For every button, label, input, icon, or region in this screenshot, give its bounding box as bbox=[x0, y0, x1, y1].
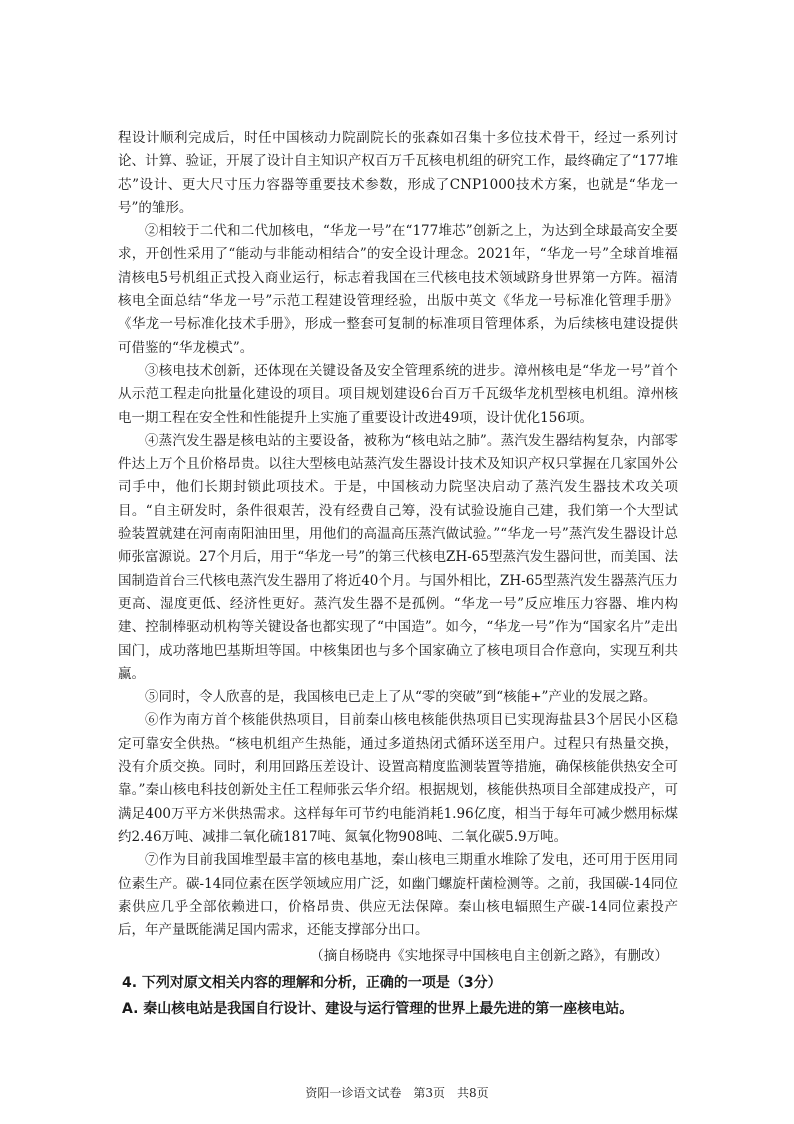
option-a: A. 秦山核电站是我国自行设计、建设与运行管理的世界上最先进的第一座核电站。 bbox=[122, 1001, 634, 1018]
article-source: （摘自杨晓冉《实地探寻中国核电自主创新之路》，有删改） bbox=[310, 948, 668, 965]
paragraph-5: ⑤同时，令人欣喜的是，我国核电已走上了从“零的突破”到“核能+”产业的发展之路。 bbox=[145, 689, 657, 706]
document-body bbox=[118, 127, 678, 1022]
paragraph-2: ②相较于二代和二代加核电，“华龙一号”在“177堆芯”创新之上，为达到全球最高安全要求，开创性采用了“能动与非能动相结合”的安全设计理念。2021年，“华龙一号”全球首堆福清核电5号机组正式投入商业运行，标志着我国在三代核电技术领域跻身世界第一方阵。福清核电全面总结“华龙一号”示范工程建设管理经验，出版中英文《华龙一号标准化管理手册》《华龙一号标准化技术手册》，形成一整套可复制的标准项目管理体系，为后续核电建设提供可借鉴的“华龙模式”。 bbox=[118, 223, 678, 356]
paragraph-7: ⑦作为目前我国堆型最丰富的核电基地，秦山核电三期重水堆除了发电，还可用于医用同位素生产。碳-14同位素在医学领域应用广泛，如幽门螺旋杆菌检测等。之前，我国碳-14同位素供应几乎全部依赖进口，价格昂贵、供应无法保障。秦山核电辐照生产碳-14同位素投产后，年产量既能满足国内需求，还能支撑部分出口。 bbox=[118, 852, 678, 939]
paragraph-3: ③核电技术创新，还体现在关键设备及安全管理系统的进步。漳州核电是“华龙一号”首个从示范工程走向批量化建设的项目。项目规划建设6台百万千瓦级华龙机型核电机组。漳州核电一期工程在安全性和性能提升上实施了重要设计改进49项，设计优化156项。 bbox=[118, 362, 678, 426]
paragraph-6: ⑥作为南方首个核能供热项目，目前秦山核电核能供热项目已实现海盐县3个居民小区稳定可靠安全供热。“核电机组产生热能，通过多道热闭式循环送至用户。过程只有热量交换，没有介质交换。同时，利用回路压差设计、设置高精度监测装置等措施，确保核能供热安全可靠。”秦山核电科技创新处主任工程师张云华介绍。根据规划，核能供热项目全部建成投产，可满足400万平方米供热需求。这样每年可节约电能消耗1.96亿度，相当于每年可减少燃用标煤约2.46万吨、减排二氧化硫1817吨、氮氧化物908吨、二氧化碳5.9万吨。 bbox=[118, 712, 678, 845]
question-stem: 4. 下列对原文相关内容的理解和分析，正确的一项是（3分） bbox=[122, 975, 502, 992]
paragraph-1-continued: 程设计顺利完成后，时任中国核动力院副院长的张森如召集十多位技术骨干，经过一系列讨论、计算、验证，开展了设计自主知识产权百万千瓦核电机组的研究工作，最终确定了“177堆芯”设计、更大尺寸压力容器等重要技术参数，形成了CNP1000技术方案，也就是“华龙一号”的雏形。 bbox=[118, 130, 678, 216]
paragraph-4: ④蒸汽发生器是核电站的主要设备，被称为“核电站之肺”。蒸汽发生器结构复杂，内部零件达上万个且价格昂贵。以往大型核电站蒸汽发生器设计技术及知识产权只掌握在几家国外公司手中，他们长期封锁此项技术。于是，中国核动力院坚决启动了蒸汽发生器技术攻关项目。“自主研发时，条件很艰苦，没有经费自己筹，没有试验设施自己建，我们第一个大型试验装置就建在河南南阳油田里，用他们的高温高压蒸汽做试验。”“华龙一号”蒸汽发生器设计总师张富源说。27个月后，用于“华龙一号”的第三代核电ZH-65型蒸汽发生器问世，而美国、法国制造首台三代核电蒸汽发生器用了将近40个月。与国外相比，ZH-65型蒸汽发生器蒸汽压力更高、湿度更低、经济性更好。蒸汽发生器不是孤例。“华龙一号”反应堆压力容器、堆内构建、控制棒驱动机构等关键设备也都实现了“中国造”。如今，“华龙一号”作为“国家名片”走出国门，成功落地巴基斯坦等国。中核集团也与多个国家确立了核电项目合作意向，实现互利共赢。 bbox=[118, 432, 678, 682]
page-footer: 资阳一诊语文试卷 第3页 共8页 bbox=[305, 1086, 489, 1100]
